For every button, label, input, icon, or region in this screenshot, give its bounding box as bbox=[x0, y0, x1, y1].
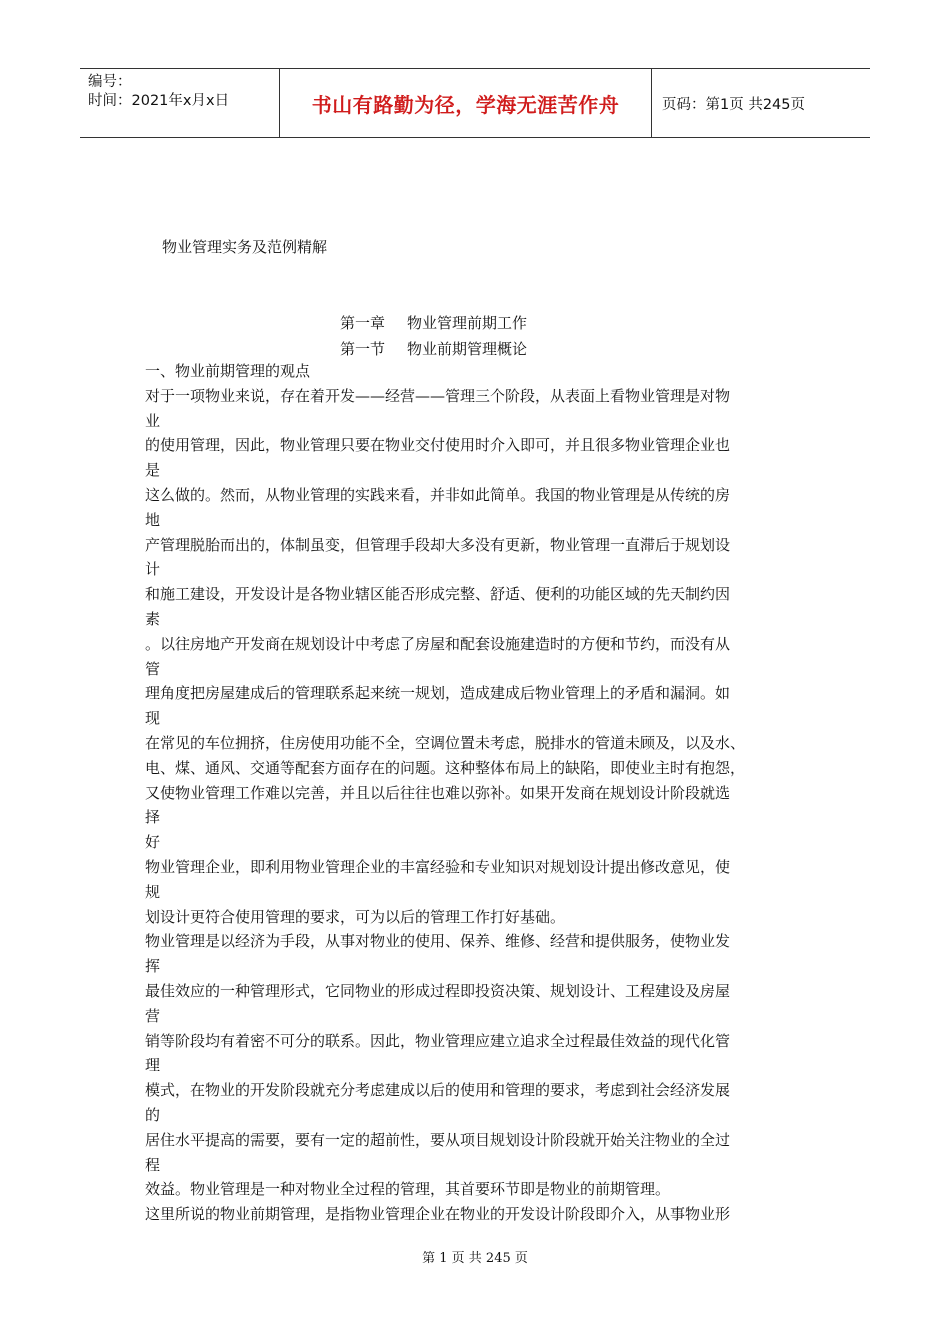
header-page-cell bbox=[652, 69, 870, 137]
body-line: 管 bbox=[145, 659, 161, 678]
body-line: 这么做的。然而，从物业管理的实践来看，并非如此简单。我国的物业管理是从传统的房 bbox=[145, 485, 731, 504]
body-line: 又使物业管理工作难以完善，并且以后往往也难以弥补。如果开发商在规划设计阶段就选 bbox=[145, 783, 731, 802]
body-line: 对于一项物业来说，存在着开发——经营——管理三个阶段，从表面上看物业管理是对物 bbox=[145, 386, 731, 405]
serial-label: 编号： bbox=[88, 74, 132, 90]
section-heading bbox=[340, 338, 527, 359]
body-line: 物业管理企业，即利用物业管理企业的丰富经验和专业知识对规划设计提出修改意见，使 bbox=[145, 857, 731, 876]
body-line: 这里所说的物业前期管理，是指物业管理企业在物业的开发设计阶段即介入，从事物业形 bbox=[145, 1205, 731, 1224]
body-line: 地 bbox=[145, 510, 161, 529]
body-line: 业 bbox=[145, 411, 161, 430]
body-line: 是 bbox=[145, 461, 161, 480]
body-line: 好 bbox=[145, 833, 161, 852]
section-number: 第一节 bbox=[340, 340, 386, 358]
body-line: 程 bbox=[145, 1155, 161, 1174]
body-line: 销等阶段均有着密不可分的联系。因此，物业管理应建立追求全过程最佳效益的现代化管 bbox=[145, 1031, 731, 1050]
header-motto-cell bbox=[280, 69, 652, 137]
body-line: 居住水平提高的需要，要有一定的超前性，要从项目规划设计阶段就开始关注物业的全过 bbox=[145, 1130, 731, 1149]
body-line: 挥 bbox=[145, 957, 161, 976]
body-line: 在常见的车位拥挤，住房使用功能不全，空调位置未考虑，脱排水的管道未顾及，以及水、 bbox=[145, 733, 746, 752]
page-info: 页码：第1页 共245页 bbox=[662, 96, 806, 113]
chapter-number: 第一章 bbox=[340, 314, 386, 332]
body-line: 最佳效应的一种管理形式，它同物业的形成过程即投资决策、规划设计、工程建设及房屋 bbox=[145, 981, 731, 1000]
body-line: 和施工建设，开发设计是各物业辖区能否形成完整、舒适、便利的功能区域的先天制约因 bbox=[145, 585, 731, 604]
body-line: 营 bbox=[145, 1006, 161, 1025]
body-line: 择 bbox=[145, 808, 161, 827]
body-line: 物业管理是以经济为手段，从事对物业的使用、保养、维修、经营和提供服务，使物业发 bbox=[145, 932, 731, 951]
body-line: 模式，在物业的开发阶段就充分考虑建成以后的使用和管理的要求，考虑到社会经济发展 bbox=[145, 1081, 731, 1100]
body-line: 现 bbox=[145, 709, 161, 728]
time-label: 时间：2021年x月x日 bbox=[88, 93, 230, 109]
document-title: 物业管理实务及范例精解 bbox=[162, 238, 328, 256]
body-line: 素 bbox=[145, 609, 161, 628]
body-line: 。以往房地产开发商在规划设计中考虑了房屋和配套设施建造时的方便和节约，而没有从 bbox=[145, 634, 731, 653]
header-info-cell bbox=[80, 69, 280, 137]
motto-text: 书山有路勤为径，学海无涯苦作舟 bbox=[311, 92, 620, 117]
body-line: 电、煤、通风、交通等配套方面存在的问题。这种整体布局上的缺陷，即使业主时有抱怨， bbox=[145, 758, 746, 777]
body-line: 理 bbox=[145, 1056, 161, 1075]
body-line: 划设计更符合使用管理的要求，可为以后的管理工作打好基础。 bbox=[145, 907, 566, 926]
body-line: 理角度把房屋建成后的管理联系起来统一规划，造成建成后物业管理上的矛盾和漏洞。如 bbox=[145, 684, 731, 703]
page-header bbox=[80, 68, 870, 138]
body-line: 产管理脱胎而出的，体制虽变，但管理手段却大多没有更新，物业管理一直滞后于规划设 bbox=[145, 535, 731, 554]
chapter-title: 物业管理前期工作 bbox=[407, 314, 528, 332]
body-line: 的 bbox=[145, 1105, 161, 1124]
body-line: 规 bbox=[145, 882, 161, 901]
body-line: 计 bbox=[145, 560, 161, 579]
body-line: 一、物业前期管理的观点 bbox=[145, 362, 311, 380]
section-title: 物业前期管理概论 bbox=[407, 340, 528, 358]
body-text bbox=[145, 359, 810, 1227]
body-line: 效益。物业管理是一种对物业全过程的管理，其首要环节即是物业的前期管理。 bbox=[145, 1180, 671, 1199]
body-line: 的使用管理，因此，物业管理只要在物业交付使用时介入即可，并且很多物业管理企业也 bbox=[145, 436, 731, 455]
page-footer: 第 1 页 共 245 页 bbox=[422, 1251, 528, 1266]
chapter-heading bbox=[340, 312, 527, 333]
